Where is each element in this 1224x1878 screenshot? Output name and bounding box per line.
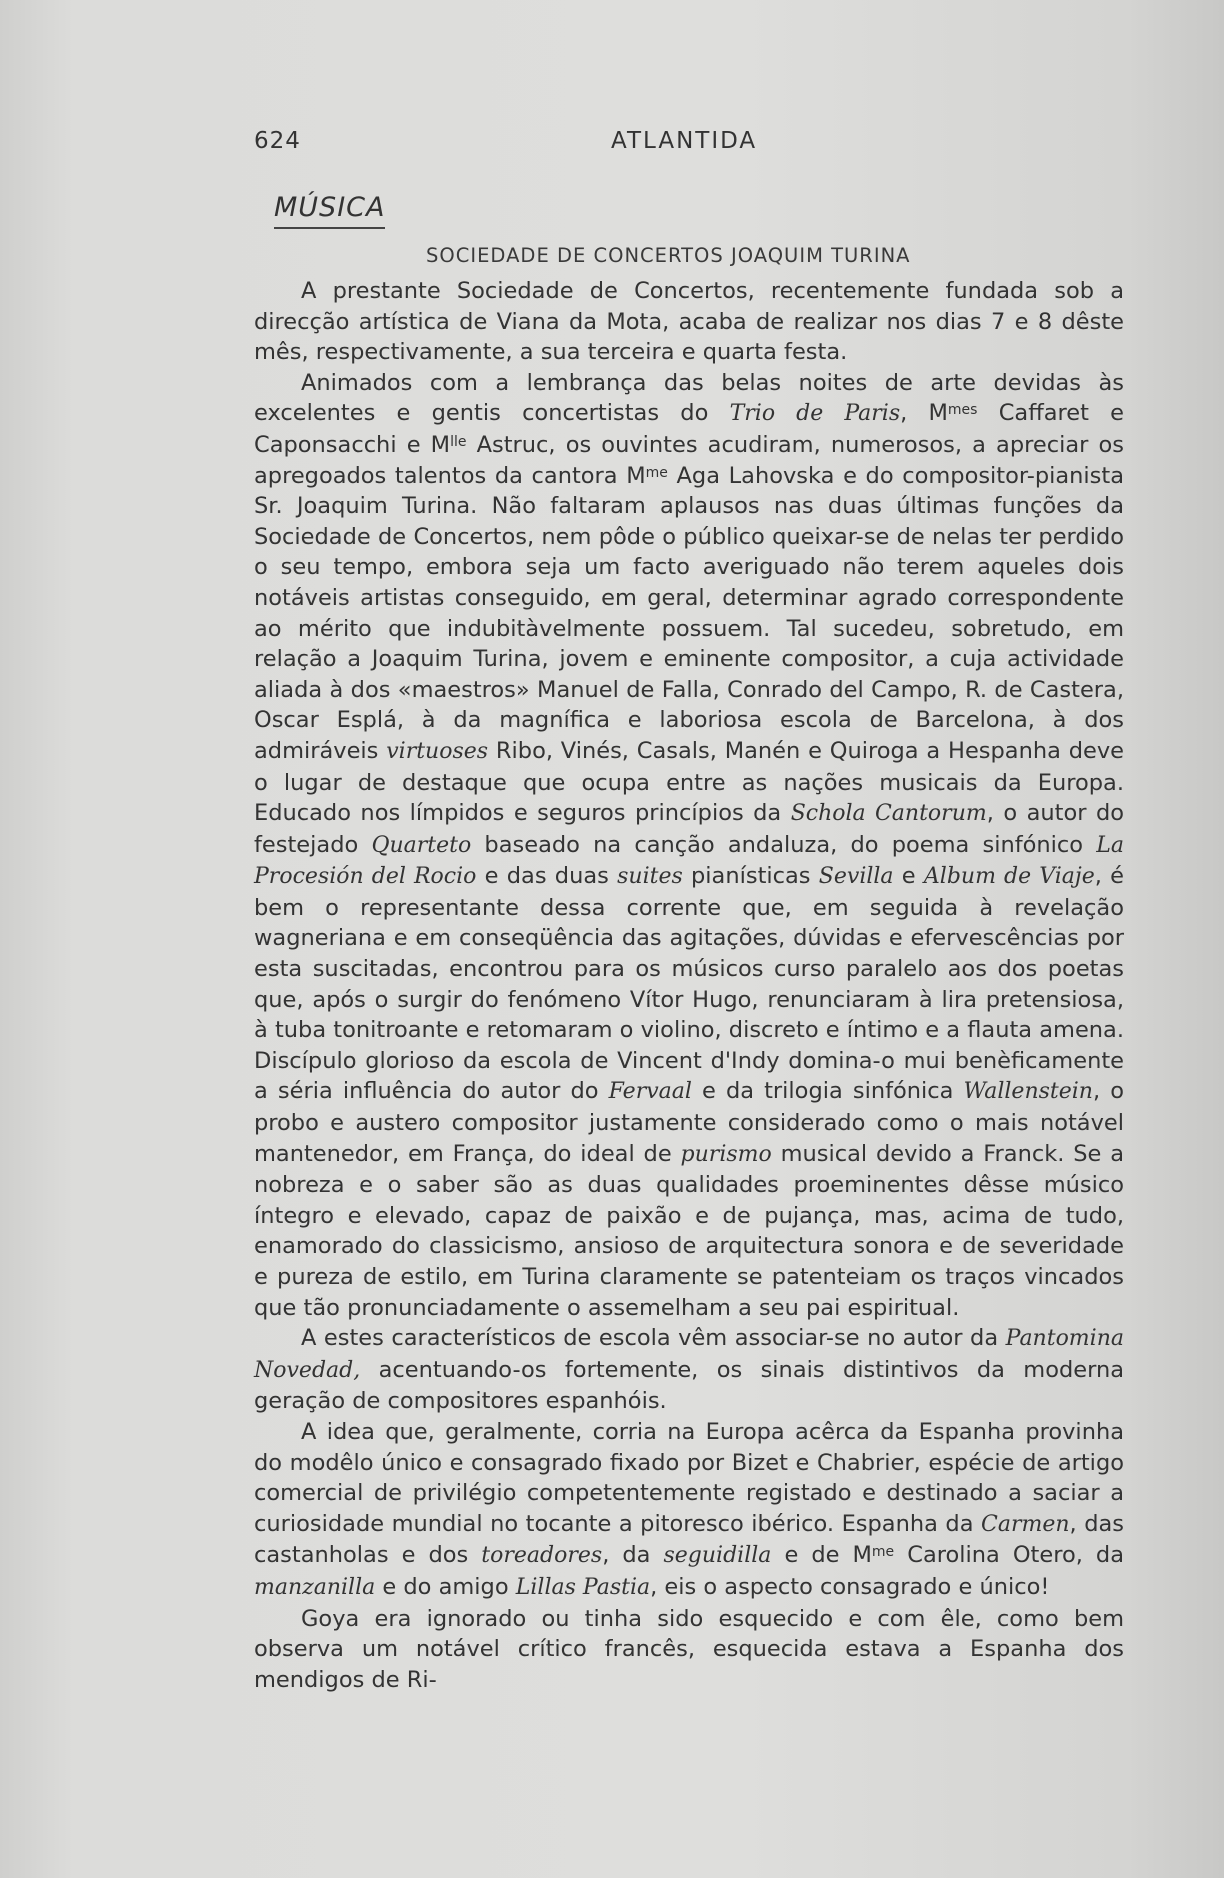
italic-title: Fervaal — [608, 1079, 692, 1105]
section-subtitle: SOCIEDADE DE CONCERTOS JOAQUIM TURINA — [426, 244, 911, 267]
text-span: e de M — [771, 1542, 872, 1569]
section-title: MÚSICA — [274, 192, 385, 229]
text-span: , é bem o representante dessa corrente que, em seguida à revelação wagneriana e em conseqüência das agitações, dúvidas e efervescências por esta suscitadas, encontrou para os músicos curso paralelo aos dos poetas que, após o surgir do fenómeno Vítor Hugo, renunciaram à lira pretensiosa, à tuba tonitroante e retomaram o violino, discreto e íntimo e a flauta amena. Discípulo glorioso da escola de Vincent d'Indy domina-o mui benèficamente a séria influência do autor do — [254, 863, 1124, 1105]
superscript: mes — [947, 402, 978, 419]
text-span: , M — [900, 400, 948, 427]
text-span: A idea que, geralmente, corria na Europa acêrca da Espanha provinha do modêlo único e consagrado fixado por Bizet e Chabrier, espécie de artigo comercial de privilégio competentemente registado e destinado a saciar a curiosidade mundial no tocante a pitoresco ibérico. Espanha da — [254, 1418, 1124, 1537]
italic-title: Carmen — [981, 1511, 1070, 1537]
text-span: Carolina Otero, da — [894, 1542, 1125, 1569]
page-header — [254, 128, 1124, 162]
text-span: , eis o aspecto consagrado e único! — [650, 1573, 1050, 1600]
text-span: musical devido a Franck. Se a nobreza e o saber são as duas qualidades proeminentes dêsse músico íntegro e elevado, capaz de paixão e de pujança, mas, acima de tudo, enamorado do classicismo, ansioso de arquitectura sonora e de severidade e pureza de estilo, em Turina claramente se patenteiam os traços vincados que tão pronunciadamente o assemelham a seu pai espiritual. — [254, 1140, 1124, 1321]
italic-term: suites — [617, 864, 683, 890]
italic-name: Lillas Pastia — [515, 1574, 651, 1600]
italic-term: Schola Cantorum — [790, 801, 987, 827]
text-span: Astruc, os ouvintes acudiram, numerosos, a apreciar os apregoados talentos da cantora M — [254, 431, 1124, 489]
italic-title: Pantomina Novedad, — [254, 1326, 1124, 1383]
italic-title: Album de Viaje — [923, 864, 1095, 890]
text-span: , da — [602, 1542, 664, 1569]
text-span: e — [893, 863, 924, 890]
italic-title: Sevilla — [818, 864, 894, 890]
paragraph-5: Goya era ignorado ou tinha sido esquecido e com êle, como bem observa um notável crítico francês, esquecida estava a Espanha dos mendigos de Ri- — [254, 1605, 1124, 1693]
text-span: e das duas — [476, 863, 618, 890]
italic-title: Quarteto — [371, 832, 472, 858]
italic-term: purismo — [680, 1141, 772, 1167]
text-span: Caffaret e Caponsacchi e M — [254, 400, 1124, 458]
italic-term: virtuoses — [386, 738, 489, 764]
italic-term: seguidilla — [663, 1543, 772, 1569]
text-span: e do amigo — [375, 1573, 516, 1600]
paragraph-2 — [254, 368, 1124, 1323]
text-span: A estes característicos de escola vêm associar-se no autor da — [301, 1325, 1006, 1352]
text-span: baseado na canção andaluza, do poema sinfónico — [471, 831, 1097, 858]
text-span: acentuando-os fortemente, os sinais distintivos da moderna geração de compositores espanhóis. — [254, 1356, 1124, 1415]
text-span: Ribo, Vinés, Casals, Manén e Quiroga a Hespanha deve o lugar de destaque que ocupa entre as nações musicais da Europa. Educado nos límpidos e seguros princípios da — [254, 737, 1124, 827]
paragraph-4 — [254, 1417, 1124, 1604]
text-span: Aga Lahovska e do compositor-pianista Sr. Joaquim Turina. Não faltaram aplausos nas duas últimas funções da Sociedade de Concertos, nem pôde o público queixar-se de nelas ter perdido o seu tempo, embora seja um facto averiguado não terem aqueles dois notáveis artistas conseguido, em geral, determinar agrado correspondente ao mérito que indubitàvelmente possuem. Tal sucedeu, sobretudo, em relação a Joaquim Turina, jovem e eminente compositor, a cuja actividade aliada à dos «maestros» Manuel de Falla, Conrado del Campo, R. de Castera, Oscar Esplá, à da magnífica e laboriosa escola de Barcelona, à dos admiráveis — [254, 462, 1124, 764]
italic-title: Wallenstein — [963, 1079, 1093, 1105]
article-body — [254, 276, 1124, 1695]
paragraph-3 — [254, 1323, 1124, 1417]
text-span: e da trilogia sinfónica — [691, 1078, 964, 1105]
italic-term: toreadores — [481, 1543, 603, 1569]
page-number: 624 — [254, 128, 301, 154]
text-span: , o probo e austero compositor justamente considerado como o mais notável mantenedor, em França, do ideal de — [254, 1078, 1124, 1167]
text-span: Animados com a lembrança das belas noites de arte devidas às excelentes e gentis concertistas do — [254, 369, 1124, 427]
italic-title: Trio de Paris — [729, 401, 901, 427]
paragraph-1: A prestante Sociedade de Concertos, recentemente fundada sob a direcção artística de Viana da Mota, acaba de realizar nos dias 7 e 8 dêste mês, respectivamente, a sua terceira e quarta festa. — [254, 278, 1124, 366]
text-span: , o autor do festejado — [254, 800, 1125, 858]
italic-title: La Procesión del Rocio — [254, 832, 1124, 890]
superscript: lle — [450, 433, 467, 450]
text-span: pianísticas — [682, 863, 819, 890]
text-span: , das castanholas e dos — [254, 1510, 1124, 1569]
superscript: me — [871, 1544, 895, 1561]
running-title: ATLANTIDA — [611, 128, 758, 154]
superscript: me — [645, 464, 668, 481]
italic-term: manzanilla — [254, 1574, 376, 1600]
